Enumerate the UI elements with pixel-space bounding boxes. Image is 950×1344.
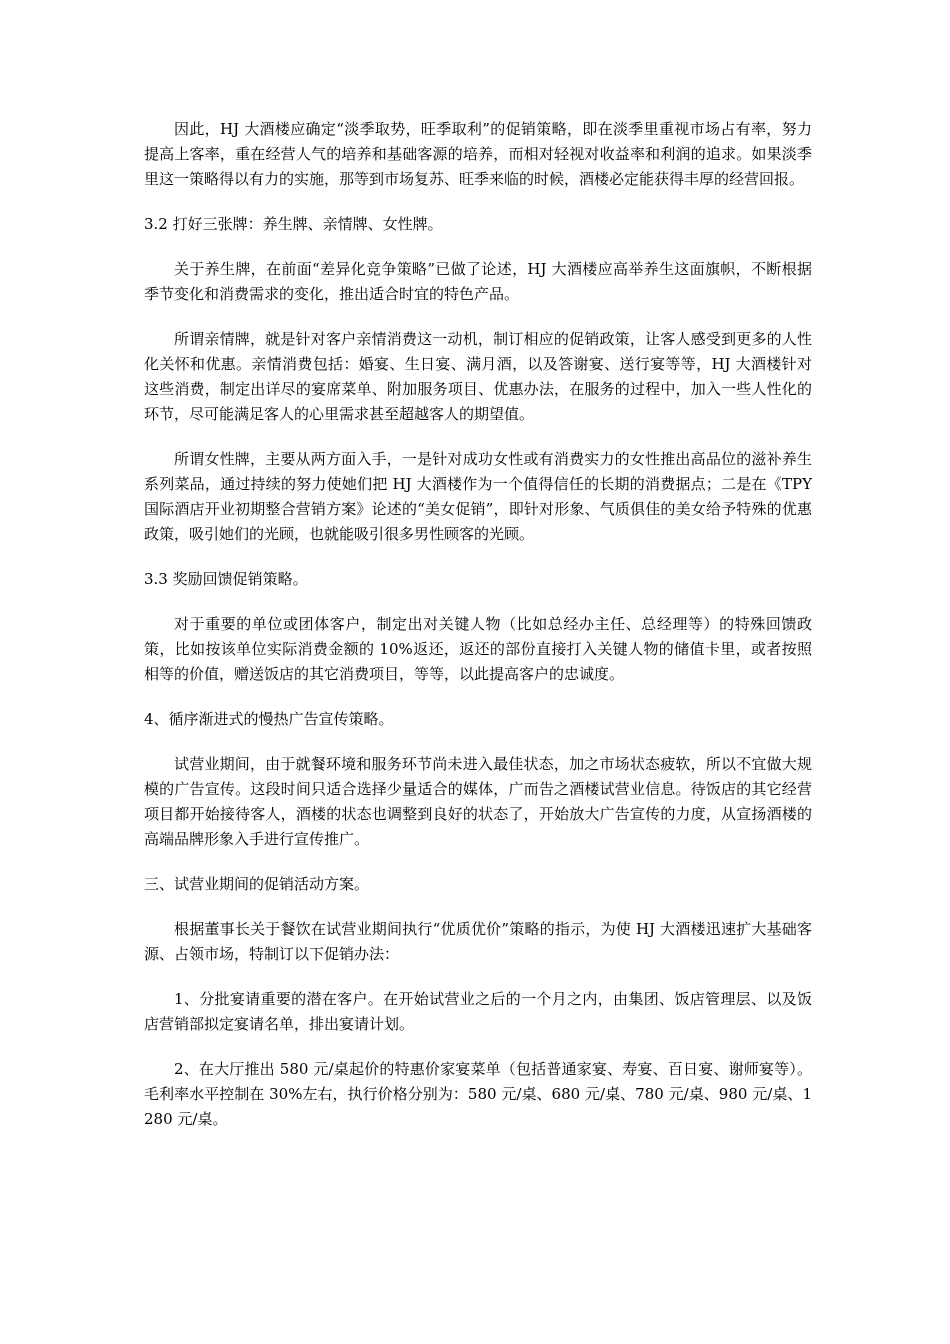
paragraph-female-card: 所谓女性牌，主要从两方面入手，一是针对成功女性或有消费实力的女性推出高品位的滋补养生系列菜品，通过持续的努力使她们把 HJ 大酒楼作为一个值得信任的长期的消费据点；二是在《TPY 国际酒店开业初期整合营销方案》论述的“美女促销”，即针对形象、气质俱佳的美女给予特殊的优惠政策，吸引她们的光顾，也就能吸引很多男性顾客的光顾。	[144, 450, 812, 543]
paragraph-promotion-intro: 根据董事长关于餐饮在试营业期间执行“优质优价”策略的指示，为使 HJ 大酒楼迅速扩大基础客源、占领市场，特制订以下促销办法：	[144, 920, 812, 963]
paragraph-reward-policy: 对于重要的单位或团体客户，制定出对关键人物（比如总经办主任、总经理等）的特殊回馈政策，比如按该单位实际消费金额的 10%返还，返还的部份直接打入关键人物的储值卡里，或者按照相等的价值，赠送饭店的其它消费项目，等等，以此提高客户的忠诚度。	[144, 615, 812, 683]
paragraph-strategy-summary: 因此，HJ 大酒楼应确定“淡季取势，旺季取利”的促销策略，即在淡季里重视市场占有率，努力提高上客率，重在经营人气的培养和基础客源的培养，而相对轻视对收益率和利润的追求。如果淡季里这一策略得以有力的实施，那等到市场复苏、旺季来临的时候，酒楼必定能获得丰厚的经营回报。	[144, 120, 812, 188]
paragraph-promotion-item-1: 1、分批宴请重要的潜在客户。在开始试营业之后的一个月之内，由集团、饭店管理层、以及饭店营销部拟定宴请名单，排出宴请计划。	[144, 990, 812, 1033]
paragraph-advertising: 试营业期间，由于就餐环境和服务环节尚未进入最佳状态，加之市场状态疲软，所以不宜做大规模的广告宣传。这段时间只适合选择少量适合的媒体，广而告之酒楼试营业信息。待饭店的其它经营项目都开始接待客人，酒楼的状态也调整到良好的状态了，开始放大广告宣传的力度，从宣扬酒楼的高端品牌形象入手进行宣传推广。	[144, 755, 812, 848]
paragraph-health-card: 关于养生牌，在前面“差异化竞争策略”已做了论述，HJ 大酒楼应高举养生这面旗帜，不断根据季节变化和消费需求的变化，推出适合时宜的特色产品。	[144, 260, 812, 303]
heading-4: 4、循序渐进式的慢热广告宣传策略。	[144, 710, 394, 728]
heading-section-3: 三、试营业期间的促销活动方案。	[144, 875, 370, 893]
paragraph-family-card: 所谓亲情牌，就是针对客户亲情消费这一动机，制订相应的促销政策，让客人感受到更多的人性化关怀和优惠。亲情消费包括：婚宴、生日宴、满月酒，以及答谢宴、送行宴等等，HJ 大酒楼针对这些消费，制定出详尽的宴席菜单、附加服务项目、优惠办法，在服务的过程中，加入一些人性化的环节，尽可能满足客人的心里需求甚至超越客人的期望值。	[144, 330, 812, 423]
heading-3-3: 3.3 奖励回馈促销策略。	[144, 570, 308, 588]
paragraph-promotion-item-2: 2、在大厅推出 580 元/桌起价的特惠价家宴菜单（包括普通家宴、寿宴、百日宴、谢师宴等）。毛利率水平控制在 30%左右，执行价格分别为：580 元/桌、680 元/桌、780 元/桌、980 元/桌、1280 元/桌。	[144, 1060, 812, 1128]
document-page	[144, 117, 812, 1152]
heading-3-2: 3.2 打好三张牌：养生牌、亲情牌、女性牌。	[144, 215, 443, 233]
